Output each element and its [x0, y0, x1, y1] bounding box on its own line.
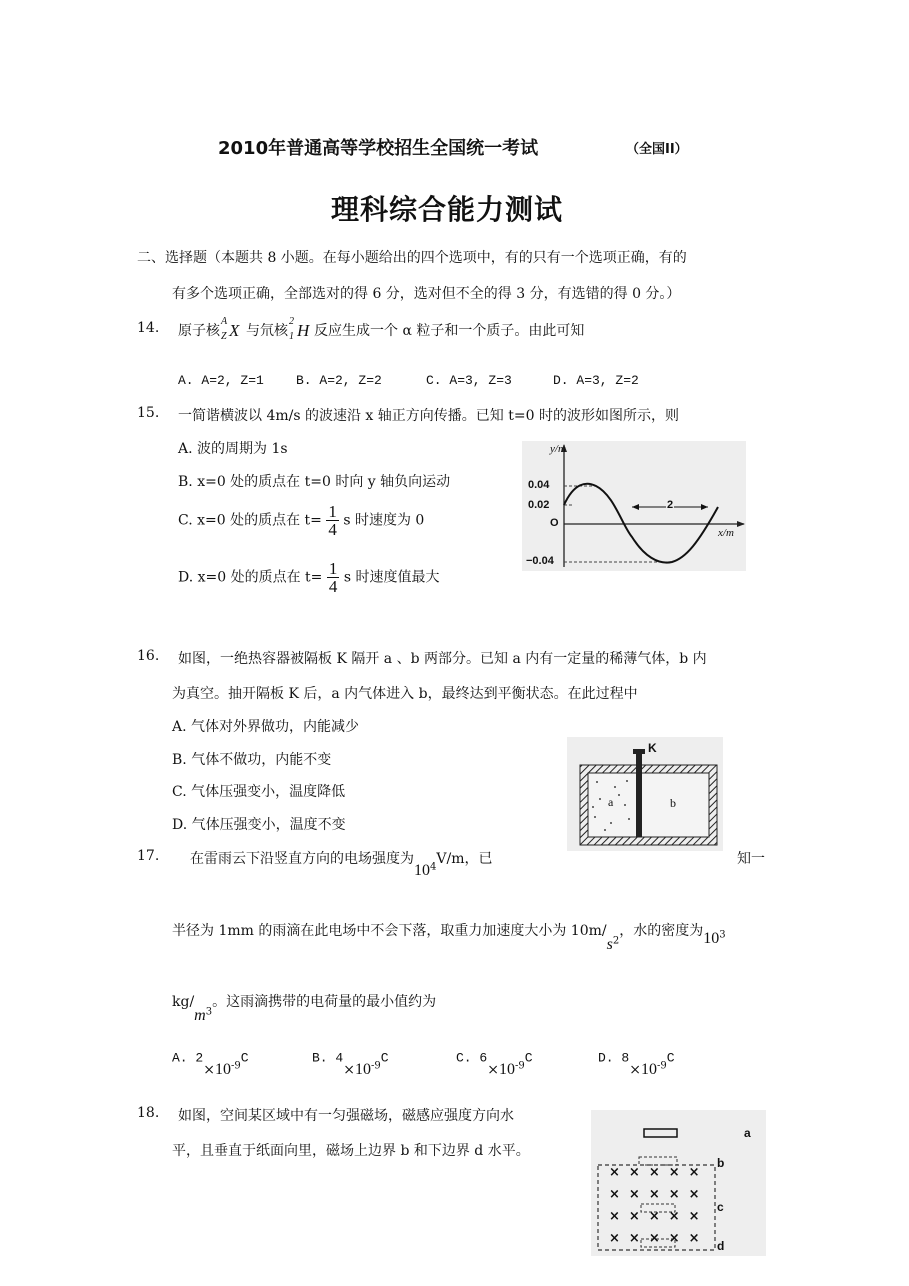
q15-option-b: B. x=0 处的质点在 t=0 时向 y 轴负向运动: [178, 474, 451, 490]
q17-line2-pre: 半径为 1mm 的雨滴在此电场中不会下落，取重力加速度大小为 10m/: [172, 923, 607, 939]
times-sign: ×: [203, 1061, 215, 1078]
cross-mark: ×: [609, 1231, 629, 1246]
charge-magnitude: [343, 1062, 380, 1078]
cross-row: [609, 1184, 719, 1206]
q16-number: 16.: [137, 648, 160, 664]
q14-number: 14.: [137, 320, 160, 336]
q14-stem: [178, 318, 584, 344]
cross-mark: ×: [688, 1187, 709, 1202]
q14-option-b: B. A=2, Z=2: [296, 373, 382, 388]
q18-line1: 如图，空间某区域中有一匀强磁场，磁感应强度方向水: [178, 1108, 514, 1124]
label-a: a: [608, 795, 614, 809]
cross-row: [609, 1228, 719, 1250]
q17-line3-post: 。这雨滴携带的电荷量的最小值约为: [212, 994, 437, 1010]
field-base: 10: [414, 862, 430, 879]
q18-line2: 平，且垂直于纸面向里，磁场上边界 b 和下边界 d 水平。: [172, 1143, 530, 1159]
nucleus-h-mass: 2: [289, 316, 294, 327]
q14-option-c: C. A=3, Z=3: [426, 373, 512, 388]
q17-line2: [172, 920, 726, 953]
x-axis-label: x/m: [718, 527, 734, 539]
cross-mark: ×: [668, 1231, 689, 1246]
option-letter: D. 8: [598, 1050, 630, 1066]
q17-line3: [172, 991, 437, 1024]
q17-option-b: [312, 1048, 389, 1078]
field-exponent: 4: [430, 861, 437, 873]
fraction-numerator: 1: [328, 502, 337, 521]
q15-stem: 一简谐横波以 4m/s 的波速沿 x 轴正方向传播。已知 t=0 时的波形如图所示，则: [178, 408, 679, 424]
q16-option-a: A. 气体对外界做功，内能减少: [172, 719, 360, 735]
container-figure: [567, 737, 723, 851]
x-axis-arrow: [737, 521, 745, 527]
cross-mark: ×: [688, 1231, 709, 1246]
cross-mark: ×: [648, 1187, 669, 1202]
unit: C: [380, 1050, 389, 1066]
times-sign: ×: [629, 1061, 641, 1078]
exponent: -9: [514, 1060, 525, 1071]
unit: C: [524, 1050, 533, 1066]
field-strength: [414, 863, 436, 879]
q17-line1: [190, 848, 493, 879]
label-c: c: [717, 1200, 724, 1214]
quarter-fraction: [326, 503, 339, 538]
cross-row: [609, 1206, 719, 1228]
q14-stem-pre: 原子核: [178, 323, 220, 339]
container-interior: [588, 773, 709, 837]
q14-option-d: D. A=3, Z=2: [553, 373, 639, 388]
label-b: b: [670, 796, 676, 810]
cross-mark: ×: [609, 1165, 629, 1180]
q17-line3-pre: kg/: [172, 994, 195, 1010]
g-unit-denominator: [607, 937, 620, 953]
q14-option-a: A. A=2, Z=1: [178, 373, 264, 388]
label-b: b: [717, 1156, 725, 1170]
q15-number: 15.: [137, 405, 160, 421]
nucleus-h: [288, 318, 314, 344]
nucleus-h-charge: 1: [289, 331, 294, 342]
magnetic-field-figure: [591, 1110, 766, 1256]
cross-mark: ×: [628, 1209, 649, 1224]
y-tick-min: −0.04: [526, 555, 554, 567]
wavelength-label: 2: [667, 499, 674, 511]
q16-option-d: D. 气体压强变小，温度不变: [172, 817, 346, 833]
field-crosses: [609, 1162, 719, 1250]
exam-subtitle: 理科综合能力测试: [331, 193, 564, 226]
y-tick-max: 0.04: [528, 479, 550, 491]
q15-option-a: A. 波的周期为 1s: [178, 441, 288, 457]
q14-stem-post: 反应生成一个 α 粒子和一个质子。由此可知: [314, 323, 585, 339]
q15-option-c-pre: C. x=0 处的质点在 t=: [178, 512, 322, 529]
times-sign: ×: [487, 1061, 499, 1078]
times-sign: ×: [343, 1061, 355, 1078]
cross-mark: ×: [609, 1209, 629, 1224]
q15-option-d-pre: D. x=0 处的质点在 t=: [178, 569, 323, 586]
cross-mark: ×: [648, 1231, 669, 1246]
exam-title: 2010年普通高等学校招生全国统一考试: [218, 138, 539, 159]
density-exponent: 3: [719, 929, 726, 941]
unit: C: [666, 1050, 675, 1066]
exam-region: （全国II）: [626, 142, 688, 157]
q16-option-b: B. 气体不做功，内能不变: [172, 752, 332, 768]
wave-curve: [564, 484, 718, 563]
cross-row: [609, 1162, 719, 1184]
base-ten: 10: [640, 1060, 657, 1078]
exponent: -9: [230, 1060, 241, 1071]
base-ten: 10: [354, 1060, 371, 1078]
y-tick-mid: 0.02: [528, 499, 550, 511]
density-unit-denominator: [194, 1008, 212, 1024]
base-ten: 10: [214, 1060, 231, 1078]
exponent: -9: [656, 1060, 667, 1071]
q16-stem-line2: 为真空。抽开隔板 K 后，a 内气体进入 b，最终达到平衡状态。在此过程中: [172, 686, 638, 702]
fraction-denominator: 4: [328, 577, 338, 596]
q17-line2-mid: ，水的密度为: [619, 923, 704, 939]
cross-mark: ×: [688, 1165, 709, 1180]
option-letter: A. 2: [172, 1050, 204, 1066]
q17-option-c: [456, 1048, 533, 1078]
charge-magnitude: [203, 1062, 240, 1078]
g-unit-exponent: 2: [612, 935, 620, 947]
section-instruction-line1: 二、选择题（本题共 8 小题。在每小题给出的四个选项中，有的只有一个选项正确，有的: [137, 250, 687, 266]
q17-line1-unit: V/m，已: [436, 851, 493, 867]
fraction-numerator: 1: [328, 559, 338, 578]
origin-label: O: [550, 517, 559, 529]
cross-mark: ×: [609, 1187, 629, 1202]
q17-line1-tail: 知一: [737, 851, 765, 867]
q17-option-d: [598, 1048, 675, 1078]
partition-k: [636, 753, 642, 837]
cross-mark: ×: [648, 1165, 669, 1180]
q16-stem-line1: 如图，一绝热容器被隔板 K 隔开 a 、b 两部分。已知 a 内有一定量的稀薄气体，b 内: [178, 651, 707, 667]
q16-option-c: C. 气体压强变小，温度降低: [172, 784, 346, 800]
y-axis-label: y/m: [550, 443, 566, 455]
q18-number: 18.: [137, 1105, 160, 1121]
cross-mark: ×: [628, 1231, 649, 1246]
quarter-fraction: [327, 560, 340, 595]
q15-option-d: [178, 560, 439, 595]
wavelength-arrow-left: [632, 504, 639, 510]
base-ten: 10: [498, 1060, 515, 1078]
q14-stem-mid: 与氘核: [246, 323, 288, 339]
q17-option-a: [172, 1048, 249, 1078]
charge-magnitude: [629, 1062, 666, 1078]
density-unit-exponent: 3: [205, 1006, 213, 1018]
q15-option-c-post: s 时速度为 0: [343, 512, 425, 529]
cross-mark: ×: [628, 1187, 649, 1202]
nucleus-x-charge: Z: [221, 331, 227, 342]
label-d: d: [717, 1239, 725, 1253]
partition-handle: [633, 749, 645, 754]
wave-figure: [522, 441, 746, 571]
option-letter: B. 4: [312, 1050, 344, 1066]
fraction-denominator: 4: [328, 520, 337, 539]
cross-mark: ×: [688, 1209, 709, 1224]
charge-magnitude: [487, 1062, 524, 1078]
density-base: 10: [703, 930, 720, 947]
option-letter: C. 6: [456, 1050, 488, 1066]
g-unit-symbol: s: [606, 936, 613, 953]
exponent: -9: [370, 1060, 381, 1071]
cross-mark: ×: [668, 1165, 689, 1180]
q17-line1-pre: 在雷雨云下沿竖直方向的电场强度为: [190, 851, 414, 867]
q17-number: 17.: [137, 848, 160, 864]
q15-option-c: [178, 503, 424, 538]
section-instruction-line2: 有多个选项正确，全部选对的得 6 分，选对但不全的得 3 分，有选错的得 0 分。）: [172, 286, 681, 302]
wavelength-arrow-right: [701, 504, 708, 510]
nucleus-x-symbol: X: [229, 321, 240, 340]
water-density: [703, 931, 725, 947]
nucleus-x: [220, 318, 246, 344]
unit: C: [240, 1050, 249, 1066]
cross-mark: ×: [628, 1165, 649, 1180]
q15-option-d-post: s 时速度值最大: [343, 569, 440, 586]
cross-mark: ×: [668, 1187, 689, 1202]
density-unit-symbol: m: [194, 1007, 206, 1024]
wave-graph: [522, 441, 746, 571]
nucleus-x-mass: A: [221, 316, 228, 327]
cross-mark: ×: [668, 1209, 689, 1224]
label-a: a: [744, 1126, 751, 1140]
label-k: K: [648, 741, 657, 755]
container-diagram: [567, 737, 723, 851]
coil-top: [644, 1129, 677, 1137]
cross-mark: ×: [648, 1209, 669, 1224]
nucleus-h-symbol: H: [297, 321, 310, 340]
